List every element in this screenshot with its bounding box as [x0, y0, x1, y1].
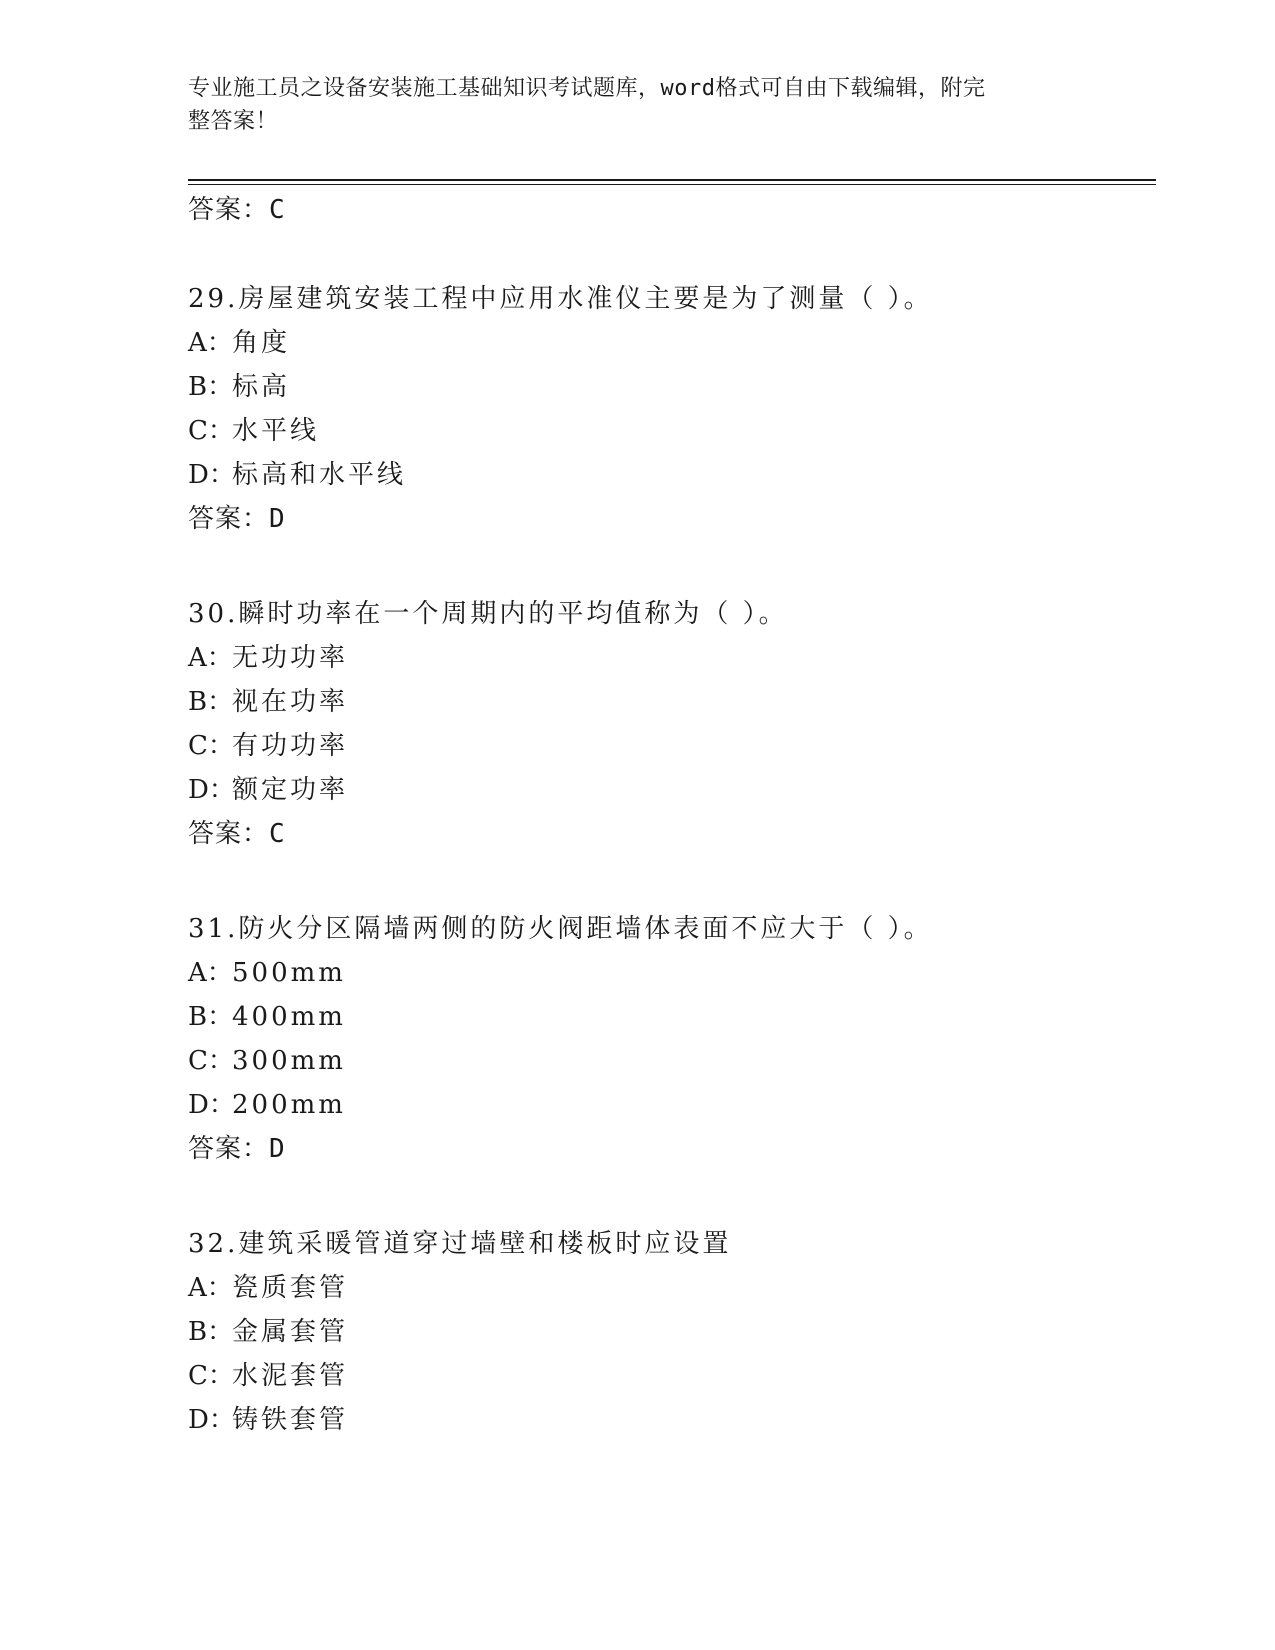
option-d — [188, 458, 406, 492]
option-text: 400mm — [232, 1002, 346, 1032]
option-letter: D： — [188, 460, 235, 490]
option-text: 铸铁套管 — [232, 1405, 349, 1435]
option-text: 瓷质套管 — [232, 1273, 349, 1303]
option-b — [188, 1000, 346, 1034]
option-a — [188, 326, 290, 360]
option-d — [188, 1403, 348, 1437]
option-letter: C： — [188, 731, 234, 761]
question-stem: 29.房屋建筑安装工程中应用水准仪主要是为了测量（ ）。 — [188, 284, 933, 314]
option-a — [188, 641, 348, 675]
option-text: 有功功率 — [232, 731, 349, 761]
option-d — [188, 1088, 346, 1122]
answer-line: 答案：C — [188, 195, 286, 225]
option-text: 200mm — [232, 1090, 346, 1120]
option-a — [188, 956, 346, 990]
option-letter: B： — [188, 1317, 234, 1347]
option-letter: C： — [188, 1046, 234, 1076]
option-letter: A： — [188, 328, 233, 358]
option-c — [188, 729, 348, 763]
option-letter: D： — [188, 775, 235, 805]
header-line-1: 专业施工员之设备安装施工基础知识考试题库，word格式可自由下载编辑，附完 — [188, 76, 986, 101]
option-text: 视在功率 — [232, 687, 349, 717]
option-text: 300mm — [232, 1046, 346, 1076]
document-header — [188, 72, 1068, 138]
option-letter: D： — [188, 1090, 235, 1120]
option-text: 无功功率 — [232, 643, 349, 673]
option-c — [188, 414, 319, 448]
option-letter: D： — [188, 1405, 235, 1435]
option-b — [188, 685, 348, 719]
answer-line: 答案：D — [188, 504, 286, 534]
option-a — [188, 1271, 348, 1305]
answer-line: 答案：D — [188, 1134, 286, 1164]
option-text: 角度 — [232, 328, 291, 358]
option-b — [188, 370, 290, 404]
option-letter: A： — [188, 1273, 233, 1303]
question-stem: 30.瞬时功率在一个周期内的平均值称为（ ）。 — [188, 599, 788, 629]
option-text: 500mm — [232, 958, 346, 988]
option-letter: A： — [188, 643, 233, 673]
option-c — [188, 1044, 346, 1078]
option-c — [188, 1359, 348, 1393]
option-b — [188, 1315, 348, 1349]
question-stem: 32.建筑采暖管道穿过墙壁和楼板时应设置 — [188, 1229, 732, 1259]
option-text: 水平线 — [232, 416, 320, 446]
header-divider-thick — [188, 179, 1156, 181]
answer-line: 答案：C — [188, 819, 286, 849]
option-text: 标高 — [232, 372, 291, 402]
option-letter: C： — [188, 416, 234, 446]
option-d — [188, 773, 348, 807]
option-letter: B： — [188, 372, 234, 402]
option-text: 额定功率 — [232, 775, 349, 805]
option-letter: B： — [188, 1002, 234, 1032]
option-text: 水泥套管 — [232, 1361, 349, 1391]
question-stem: 31.防火分区隔墙两侧的防火阀距墙体表面不应大于（ ）。 — [188, 914, 933, 944]
option-text: 标高和水平线 — [232, 460, 407, 490]
option-text: 金属套管 — [232, 1317, 349, 1347]
header-divider-thin — [188, 184, 1156, 185]
option-letter: A： — [188, 958, 233, 988]
header-line-2: 整答案！ — [188, 109, 279, 134]
option-letter: B： — [188, 687, 234, 717]
option-letter: C： — [188, 1361, 234, 1391]
